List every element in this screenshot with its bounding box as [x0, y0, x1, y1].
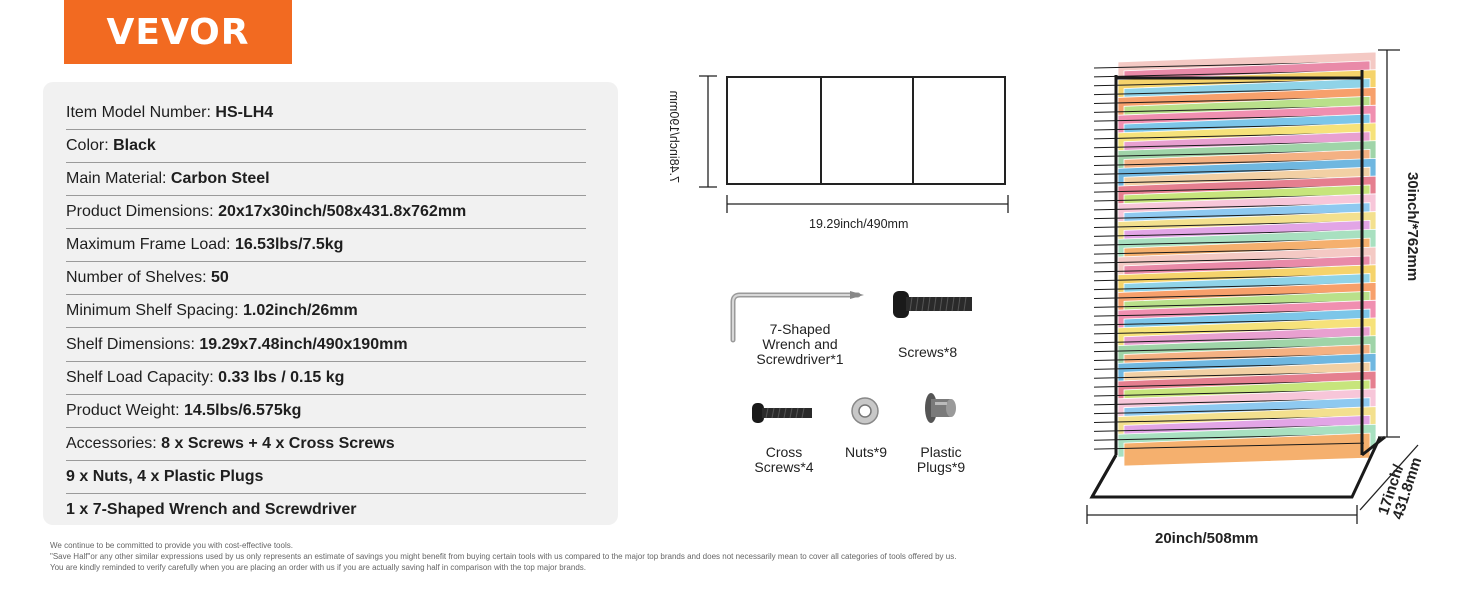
plastic-plug-icon [925, 393, 956, 423]
spec-value: 14.5lbs/6.575kg [183, 402, 302, 419]
rack-depth-label: 17inch/ 431.8mm [1375, 455, 1426, 522]
shelf-diagram [699, 76, 1008, 213]
disclaimer-line: You are kindly reminded to verify carefully when you are placing an order with us if you are actually saving half in comparison with the top major brands. [50, 563, 586, 572]
spec-value: 1.02inch/26mm [242, 302, 358, 319]
rack-height-label: 30inch/*762mm [1404, 172, 1421, 282]
cross-screws-label: Cross Screws*4 [754, 444, 814, 475]
spec-label: Maximum Frame Load: [66, 236, 235, 253]
spec-value: 9 x Nuts, 4 x Plastic Plugs [66, 468, 264, 485]
spec-label: Shelf Dimensions: [66, 336, 200, 353]
spec-value: 20x17x30inch/508x431.8x762mm [218, 203, 467, 220]
screws-label: Screws*8 [898, 344, 958, 360]
spec-value: 8 x Screws + 4 x Cross Screws [161, 435, 395, 452]
screw-icon [893, 291, 972, 318]
spec-label: Accessories: [66, 435, 162, 452]
spec-value: 1 x 7-Shaped Wrench and Screwdriver [66, 501, 357, 518]
shelf-width-label: 19.29inch/490mm [809, 217, 909, 231]
spec-label: Number of Shelves: [66, 269, 211, 286]
plugs-label: Plastic Plugs*9 [916, 444, 966, 475]
spec-label: Item Model Number: [66, 104, 216, 121]
spec-value: HS-LH4 [215, 104, 274, 121]
spec-label: Shelf Load Capacity: [66, 369, 219, 386]
wrench-label: 7-Shaped Wrench and Screwdriver*1 [756, 321, 844, 367]
spec-value: 16.53lbs/7.5kg [234, 236, 344, 253]
spec-value: Black [113, 137, 156, 154]
disclaimer-line: We continue to be committed to provide you with cost-effective tools. [50, 541, 293, 550]
disclaimer-line: "Save Half"or any other similar expressions used by us only represents an estimate of savings you might benefit from buying certain tools with us compared to the major top brands and does not necessarily mean to cover all categories of tools offered by us. [50, 552, 957, 561]
spec-label: Product Dimensions: [66, 203, 219, 220]
spec-value: 50 [210, 269, 229, 286]
spec-label: Main Material: [66, 170, 171, 187]
spec-value: Carbon Steel [170, 170, 270, 187]
spec-label: Product Weight: [66, 402, 184, 419]
spec-label: Minimum Shelf Spacing: [66, 302, 243, 319]
brand-logo-text: VEVOR [106, 11, 250, 53]
rack-width-label: 20inch/508mm [1155, 530, 1259, 547]
shelf-height-label: 7.48inch/190mm [667, 90, 681, 183]
nuts-label: Nuts*9 [845, 444, 888, 460]
spec-value: 19.29x7.48inch/490x190mm [199, 336, 408, 353]
drying-rack-image [1087, 50, 1418, 524]
cross-screw-icon [752, 403, 812, 423]
spec-value: 0.33 lbs / 0.15 kg [218, 369, 345, 386]
nut-icon [852, 398, 878, 424]
spec-label: Color: [66, 137, 114, 154]
